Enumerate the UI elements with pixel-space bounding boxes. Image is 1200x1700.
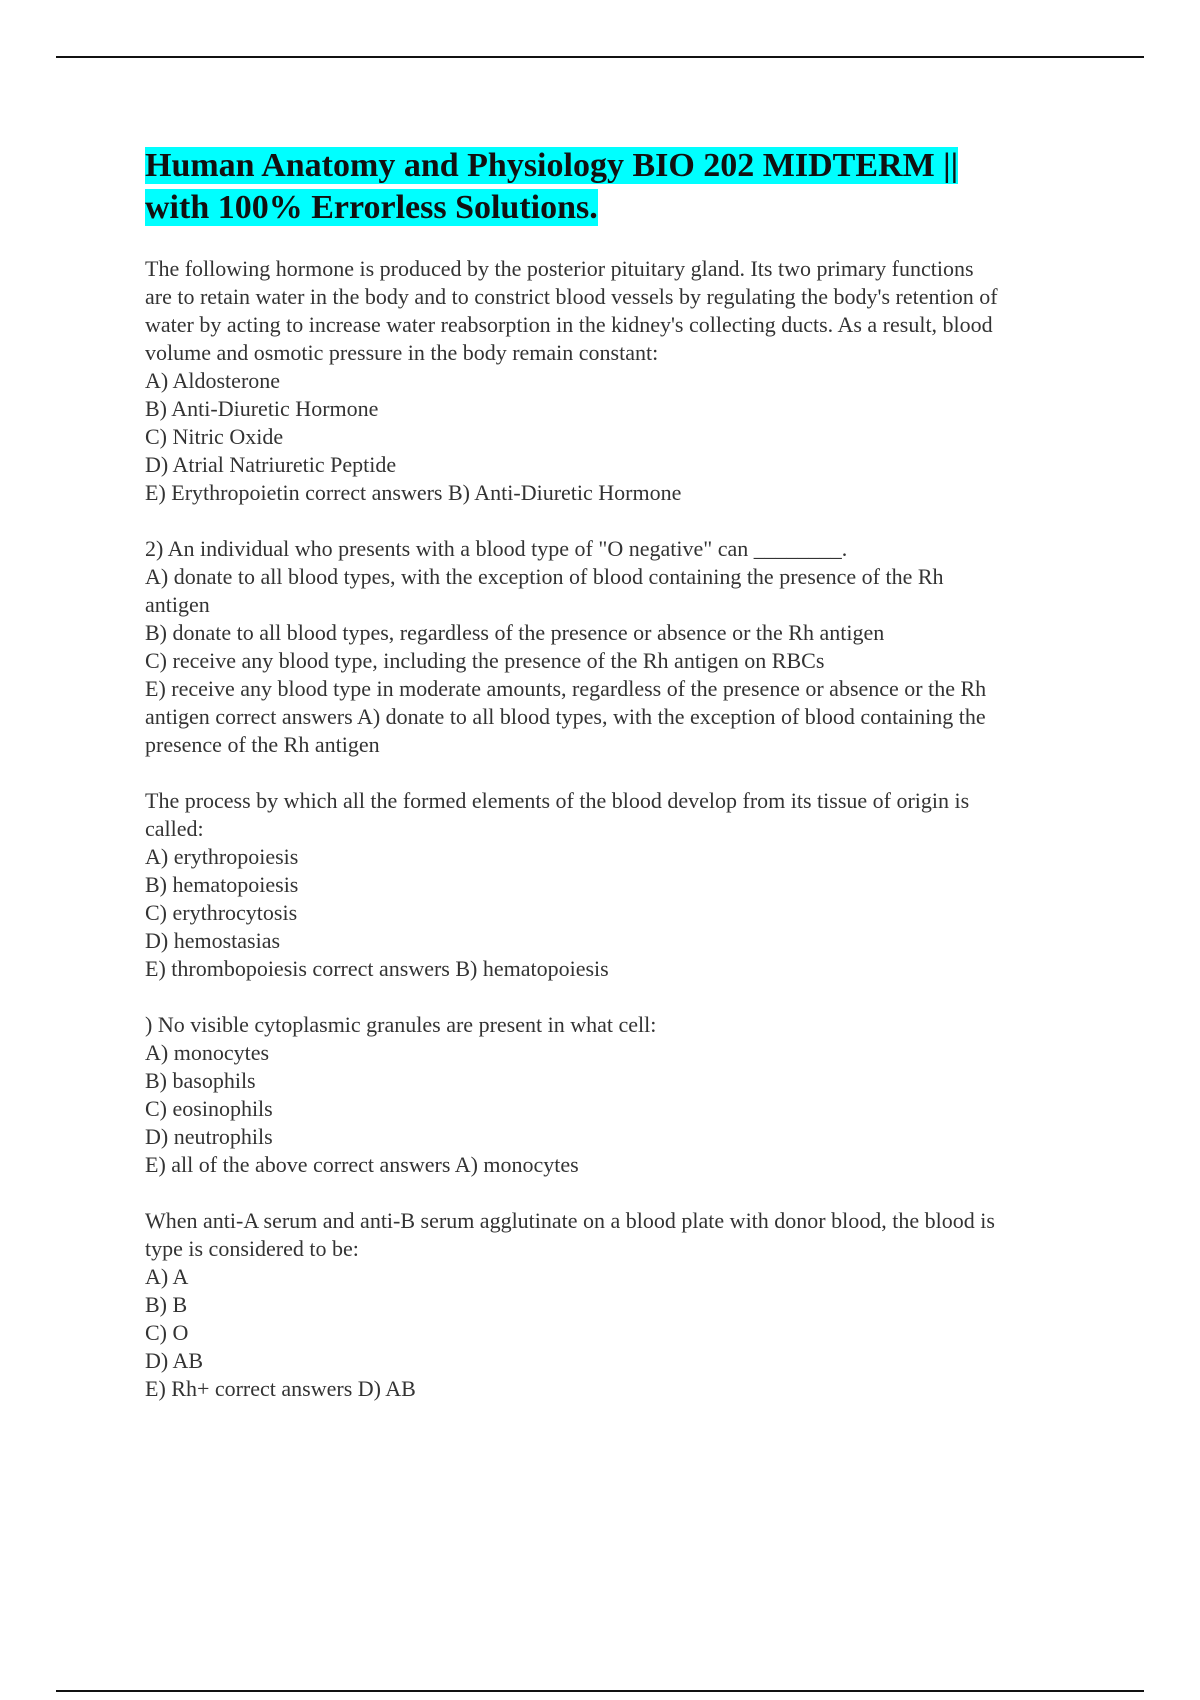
- question-line: E) Erythropoietin correct answers B) Anti-Diuretic Hormone: [145, 480, 682, 505]
- question-list: [145, 255, 1095, 1403]
- question-line: B) B: [145, 1292, 188, 1317]
- question-block: [145, 1011, 1095, 1179]
- bottom-divider: [56, 1690, 1144, 1692]
- question-line: A) A: [145, 1264, 189, 1289]
- document-body: [145, 145, 1095, 1431]
- question-line: E) all of the above correct answers A) monocytes: [145, 1152, 579, 1177]
- question-line: are to retain water in the body and to constrict blood vessels by regulating the body's retention of: [145, 284, 998, 309]
- question-line: A) erythropoiesis: [145, 844, 299, 869]
- question-line: A) Aldosterone: [145, 368, 281, 393]
- question-line: called:: [145, 816, 204, 841]
- question-block: [145, 255, 1095, 507]
- question-line: D) hemostasias: [145, 928, 281, 953]
- question-line: C) erythrocytosis: [145, 900, 298, 925]
- question-block: [145, 787, 1095, 983]
- question-line: A) monocytes: [145, 1040, 270, 1065]
- question-line: B) hematopoiesis: [145, 872, 299, 897]
- document-title: [145, 145, 1095, 229]
- question-block: [145, 1207, 1095, 1403]
- question-line: C) O: [145, 1320, 189, 1345]
- question-line: presence of the Rh antigen: [145, 732, 380, 757]
- question-line: 2) An individual who presents with a blood type of "O negative" can ________.: [145, 536, 848, 561]
- question-line: antigen: [145, 592, 210, 617]
- question-line: E) receive any blood type in moderate amounts, regardless of the presence or absence or the Rh: [145, 676, 987, 701]
- question-line: A) donate to all blood types, with the exception of blood containing the presence of the Rh: [145, 564, 944, 589]
- question-line: D) neutrophils: [145, 1124, 273, 1149]
- question-line: C) receive any blood type, including the presence of the Rh antigen on RBCs: [145, 648, 825, 673]
- question-line: The following hormone is produced by the posterior pituitary gland. Its two primary functions: [145, 256, 974, 281]
- title-line-2: with 100% Errorless Solutions.: [145, 189, 598, 226]
- question-line: E) Rh+ correct answers D) AB: [145, 1376, 416, 1401]
- question-line: water by acting to increase water reabsorption in the kidney's collecting ducts. As a result, blood: [145, 312, 993, 337]
- question-line: antigen correct answers A) donate to all blood types, with the exception of blood containing the: [145, 704, 986, 729]
- question-line: The process by which all the formed elements of the blood develop from its tissue of origin is: [145, 788, 970, 813]
- question-line: C) Nitric Oxide: [145, 424, 284, 449]
- question-line: B) donate to all blood types, regardless of the presence or absence or the Rh antigen: [145, 620, 885, 645]
- question-line: D) AB: [145, 1348, 204, 1373]
- question-line: type is considered to be:: [145, 1236, 359, 1261]
- question-line: D) Atrial Natriuretic Peptide: [145, 452, 397, 477]
- question-line: C) eosinophils: [145, 1096, 273, 1121]
- title-line-1: Human Anatomy and Physiology BIO 202 MIDTERM ||: [145, 147, 959, 184]
- question-line: When anti-A serum and anti-B serum agglutinate on a blood plate with donor blood, the blood is: [145, 1208, 995, 1233]
- question-line: ) No visible cytoplasmic granules are present in what cell:: [145, 1012, 657, 1037]
- question-line: B) basophils: [145, 1068, 256, 1093]
- question-line: volume and osmotic pressure in the body remain constant:: [145, 340, 659, 365]
- question-line: B) Anti-Diuretic Hormone: [145, 396, 379, 421]
- question-block: [145, 535, 1095, 759]
- question-line: E) thrombopoiesis correct answers B) hematopoiesis: [145, 956, 609, 981]
- top-divider: [56, 56, 1144, 58]
